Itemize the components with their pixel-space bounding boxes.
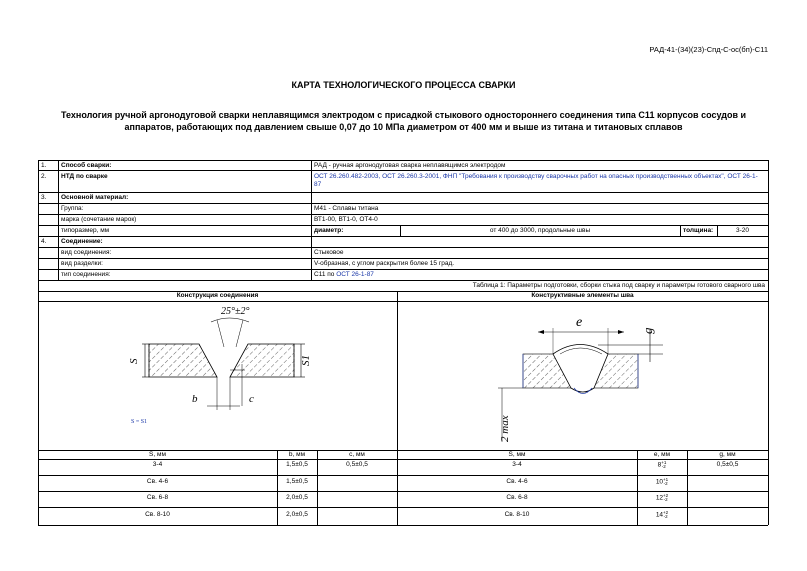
weld-elements-drawing [398, 302, 767, 449]
table-row: Св. 4-6 [146, 478, 169, 485]
cell-e: 10+1 -2 [655, 477, 669, 486]
dim-angle-label: 25°±2° [221, 306, 250, 317]
cell-b: 2,0±0,5 [286, 494, 308, 501]
groove-value: V-образная, с углом раскрытия более 15 град. [314, 260, 455, 267]
welding-method-value: РАД - ручная аргонодуговая сварка неплавящимся электродом [314, 162, 506, 169]
cell-s2: Св. 6-8 [506, 494, 528, 501]
welding-method-label: Способ сварки: [61, 162, 112, 169]
cell-e: 14+2 -2 [655, 510, 669, 519]
connection-type-prefix: С11 по [314, 271, 335, 278]
grade-value: ВТ1-00, ВТ1-0, ОТ4-0 [314, 216, 378, 223]
thickness-label: толщина: [683, 227, 714, 234]
right-drawing-header: Конструктивные элементы шва [531, 292, 634, 299]
cell-b: 1,5±0,5 [286, 478, 308, 485]
table-caption: Таблица 1: Параметры подготовки, сборки стыка под сварку и параметры готового сварного шва [472, 282, 765, 289]
dim-s-label: S [128, 358, 140, 364]
table-row: 3-4 [152, 461, 163, 468]
joint-type-label: вид соединения: [61, 249, 112, 256]
joint-construction-drawing [39, 302, 396, 449]
col-header-g: g, мм [719, 451, 736, 458]
left-drawing-header: Конструкция соединения [176, 292, 259, 299]
diameter-label: диаметр: [314, 227, 344, 234]
dim-b-label: b [192, 393, 198, 405]
group-value: М41 - Сплавы титана [314, 205, 379, 212]
group-label: Группа: [61, 205, 84, 212]
connection-type-link[interactable]: ОСТ 26-1-87 [336, 271, 374, 278]
col-header-s: S, мм [149, 451, 166, 458]
row-2-number: 2. [41, 173, 47, 180]
col-header-c: с, мм [349, 451, 365, 458]
cell-g: 0,5±0,5 [716, 461, 739, 468]
grade-label: марка (сочетание марок) [61, 216, 137, 223]
ntd-label: НТД по сварке [61, 173, 108, 180]
page-subtitle: Технология ручной аргонодуговой сварки неплавящимся электродом с присадкой стыкового одностороннего соединения типа С11 корпусов сосудов и аппаратов, работающих под давлением свыше 0,07 до 10 МПа диаметром от 400 мм и выше из титана и титановых сплавов [60, 110, 747, 132]
cell-s2: Св. 4-6 [506, 478, 528, 485]
base-material-label: Основной материал: [61, 194, 129, 201]
cell-b: 2,0±0,5 [286, 511, 308, 518]
cell-b: 1,5±0,5 [286, 461, 308, 468]
col-header-e: e, мм [653, 451, 671, 458]
cell-s2: 3-4 [512, 461, 522, 468]
groove-label: вид разделки: [61, 260, 103, 267]
connection-type-value [314, 271, 374, 279]
cell-c: 0,5±0,5 [346, 461, 368, 468]
cell-s2: Св. 8-10 [504, 511, 530, 518]
table-row: Св. 8-10 [145, 511, 170, 518]
joint-label: Соединение: [61, 238, 103, 245]
joint-type-value: Стыковое [314, 249, 344, 256]
row-1-number: 1. [41, 162, 47, 169]
row-4-number: 4. [41, 238, 47, 245]
dim-s1-label: S1 [300, 355, 312, 366]
cell-e: 8+1 -2 [657, 460, 667, 469]
col-header-s2: S, мм [508, 451, 526, 458]
note-s-equals-s1: S = S1 [131, 419, 148, 425]
dim-g-label: g [640, 327, 655, 334]
thickness-value: 3-20 [735, 227, 749, 234]
table-row: Св. 6-8 [146, 494, 169, 501]
diameter-value: от 400 до 3000, продольные швы [489, 227, 591, 234]
row-3-number: 3. [41, 194, 47, 201]
left-plate [149, 344, 217, 377]
col-header-b: b, мм [288, 451, 306, 458]
connection-type-label: тип соединения: [61, 271, 111, 278]
page-title: КАРТА ТЕХНОЛОГИЧЕСКОГО ПРОЦЕССА СВАРКИ [291, 80, 516, 90]
size-label: типоразмер, мм [61, 227, 110, 234]
ntd-value[interactable]: ОСТ 26.260.482-2003, ОСТ 26.260.3-2001, ФНП "Требования к производству сварочных работ на опасных производственных объектах", ОСТ 26-1-87 [314, 173, 758, 188]
dim-root-label: 2 max [499, 415, 511, 442]
dim-c-label: c [249, 393, 254, 405]
dim-e-label: e [576, 315, 583, 330]
right-plate [230, 344, 294, 377]
document-code: РАД-41-(34)(23)-Спд-С-ос(бп)-С11 [649, 45, 768, 54]
cell-e: 12+2 -2 [655, 493, 669, 502]
